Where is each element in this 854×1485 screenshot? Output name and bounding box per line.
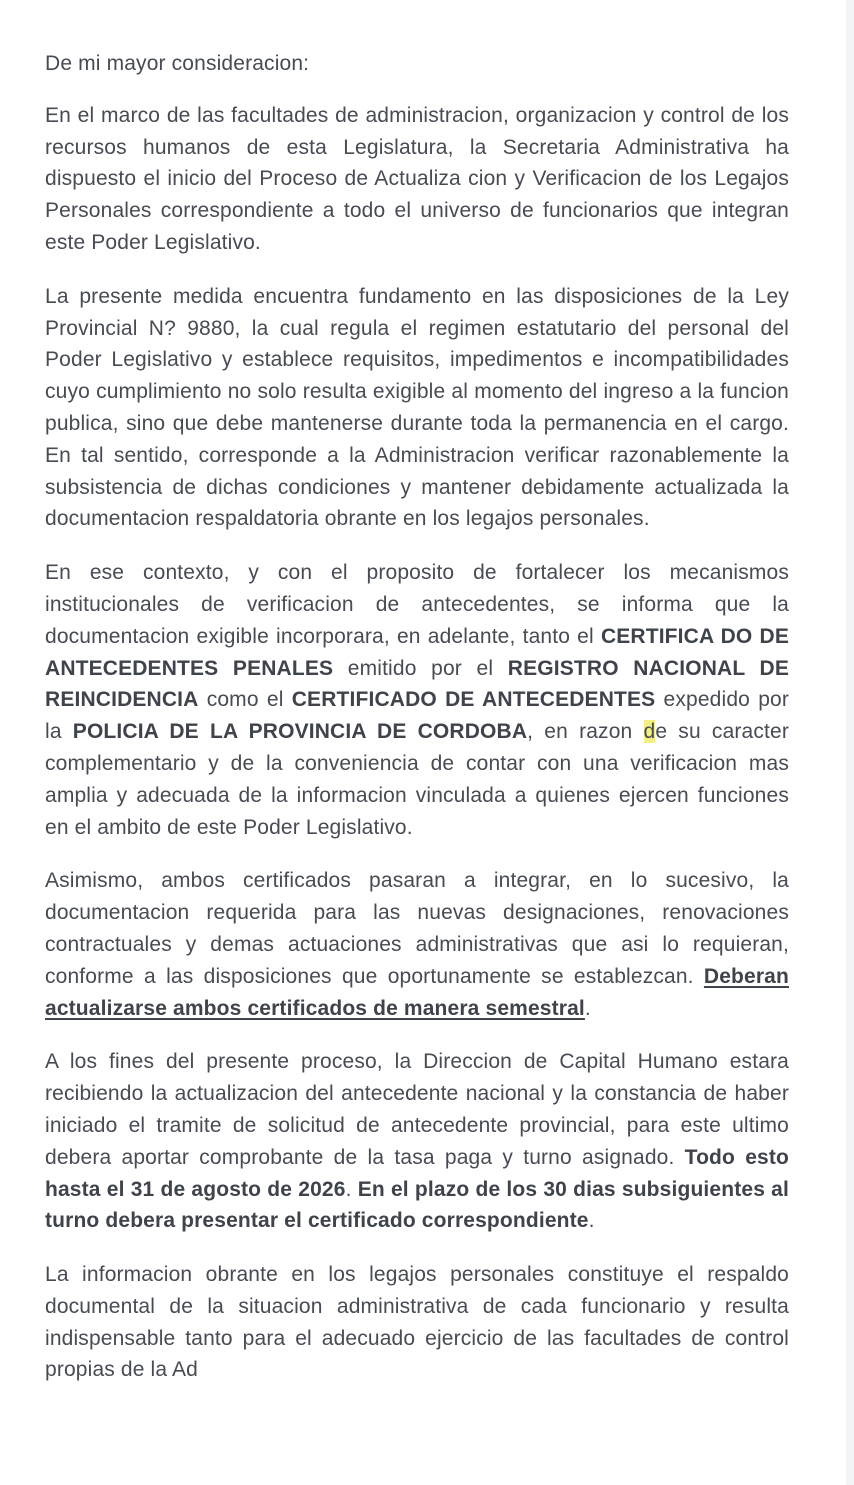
paragraph-5-text-3: . bbox=[588, 1209, 595, 1233]
paragraph-4-text-2: . bbox=[584, 996, 591, 1020]
bold-registro-nacional: REGISTRO NACIONAL DE REINCIDENCIA bbox=[45, 656, 789, 712]
bold-certificado-antecedentes: CERTIFICADO DE ANTECEDENTES bbox=[291, 688, 656, 712]
paragraph-3-text-3: como el bbox=[198, 688, 292, 712]
letter-body bbox=[45, 48, 789, 1408]
paragraph-3-text-6: e su caracter complementario y de la conveniencia de contar con una verificacion mas amplia y adecuada de la informacion vinculada a quienes ejercen funciones en el ambito de este Poder Legislativo. bbox=[45, 720, 789, 839]
paragraph-1: En el marco de las facultades de administracion, organizacion y control de los recursos humanos de esta Legislatura, la Secretaria Administrativa ha dispuesto el inicio del Proceso de Actualiza cion y Verificacion de los Legajos Personales correspondiente a todo el universo de funcionarios que integran este Poder Legislativo. bbox=[45, 103, 789, 254]
paragraph-5-text-2: . bbox=[345, 1177, 358, 1201]
bold-thirty-days-notice: En el plazo de los 30 dias subsiguientes al turno debera presentar el certificado correspondiente bbox=[45, 1177, 789, 1233]
paragraph-3-text-4: expedido por la bbox=[45, 688, 789, 744]
scrollbar-track[interactable] bbox=[846, 0, 854, 1485]
paragraph-6: La informacion obrante en los legajos personales constituye el respaldo documental de la situacion administrativa de cada funcionario y resulta indispensable tanto para el adecuado ejercicio de las facultades de control propias de la Ad bbox=[45, 1263, 789, 1382]
paragraph-4-text-1: Asimismo, ambos certificados pasaran a integrar, en lo sucesivo, la documentacion requerida para las nuevas designaciones, renovaciones contractuales y demas actuaciones administrativas que asi lo requieran, conforme a las disposiciones que oportunamente se establezcan. bbox=[45, 869, 789, 988]
bold-deadline: Todo esto hasta el 31 de agosto de 2026 bbox=[45, 1145, 789, 1201]
paragraph-3 bbox=[45, 557, 789, 843]
paragraph-3-text-1: En ese contexto, y con el proposito de fortalecer los mecanismos institucionales de verificacion de antecedentes, se informa que la documentacion exigible incorporara, en adelante, tanto el bbox=[45, 561, 789, 648]
letter-greeting: De mi mayor consideracion: bbox=[45, 52, 310, 75]
paragraph-2: La presente medida encuentra fundamento en las disposiciones de la Ley Provincial N? 9880, la cual regula el regimen estatutario del personal del Poder Legislativo y establece requisitos, impedimentos e incompatibilidades cuyo cumplimiento no solo resulta exigible al momento del ingreso a la funcion publica, sino que debe mantenerse durante toda la permanencia en el cargo. En tal sentido, corresponde a la Administracion verificar razonablemente la subsistencia de dichas condiciones y mantener debidamente actualizada la documentacion respaldatoria obrante en los legajos personales. bbox=[45, 284, 789, 531]
bold-certificado-penales: CERTIFICA DO DE ANTECEDENTES PENALES bbox=[45, 624, 789, 680]
paragraph-5-text-1: A los fines del presente proceso, la Direccion de Capital Humano estara recibiendo la actualizacion del antecedente nacional y la constancia de haber iniciado el tramite de solicitud de antecedente provincial, para este ultimo debera aportar comprobante de la tasa paga y turno asignado. bbox=[45, 1050, 789, 1169]
underlined-semestral-notice: Deberan actualizarse ambos certificados de manera semestral bbox=[45, 964, 789, 1020]
paragraph-5 bbox=[45, 1046, 789, 1237]
paragraph-3-text-5: , en razon bbox=[527, 720, 644, 744]
bold-policia-cordoba: POLICIA DE LA PROVINCIA DE CORDOBA bbox=[72, 720, 528, 744]
paragraph-3-text-2: emitido por el bbox=[333, 656, 508, 680]
paragraph-4 bbox=[45, 865, 789, 1024]
text-highlight-mark: d bbox=[643, 720, 656, 744]
